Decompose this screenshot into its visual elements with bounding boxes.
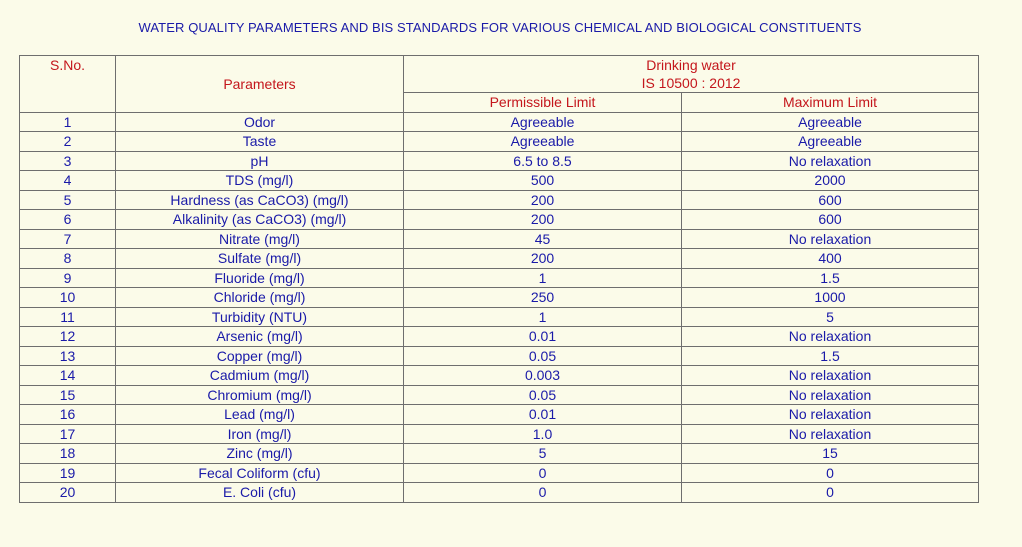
maximum-limit-header: Maximum Limit [682, 93, 979, 113]
sno-cell: 10 [20, 288, 116, 308]
maximum-limit-cell: No relaxation [682, 424, 979, 444]
maximum-limit-cell: 0 [682, 483, 979, 503]
permissible-limit-cell: Agreeable [404, 112, 682, 132]
sno-cell: 2 [20, 132, 116, 152]
table-row [20, 268, 979, 288]
parameter-cell: Zinc (mg/l) [116, 444, 404, 464]
maximum-limit-cell: 1.5 [682, 268, 979, 288]
permissible-limit-cell: 0 [404, 463, 682, 483]
sno-cell: 7 [20, 229, 116, 249]
sno-cell: 13 [20, 346, 116, 366]
permissible-limit-cell: 500 [404, 171, 682, 191]
table-row [20, 385, 979, 405]
maximum-limit-cell: 1.5 [682, 346, 979, 366]
permissible-limit-cell: 45 [404, 229, 682, 249]
parameter-cell: Lead (mg/l) [116, 405, 404, 425]
parameter-cell: Chloride (mg/l) [116, 288, 404, 308]
permissible-limit-cell: 1 [404, 307, 682, 327]
parameter-cell: Turbidity (NTU) [116, 307, 404, 327]
table-row [20, 483, 979, 503]
sno-cell: 14 [20, 366, 116, 386]
maximum-limit-cell: 400 [682, 249, 979, 269]
sno-cell: 1 [20, 112, 116, 132]
sno-cell: 18 [20, 444, 116, 464]
permissible-limit-cell: 1 [404, 268, 682, 288]
table-row [20, 327, 979, 347]
table-row [20, 132, 979, 152]
parameter-cell: Copper (mg/l) [116, 346, 404, 366]
sno-cell: 5 [20, 190, 116, 210]
permissible-limit-cell: 5 [404, 444, 682, 464]
sno-cell: 12 [20, 327, 116, 347]
maximum-limit-cell: No relaxation [682, 366, 979, 386]
permissible-limit-cell: 0.05 [404, 346, 682, 366]
permissible-limit-cell: 200 [404, 249, 682, 269]
permissible-limit-cell: 200 [404, 210, 682, 230]
maximum-limit-cell: Agreeable [682, 132, 979, 152]
parameter-cell: TDS (mg/l) [116, 171, 404, 191]
parameter-cell: Cadmium (mg/l) [116, 366, 404, 386]
sno-cell: 11 [20, 307, 116, 327]
table-row [20, 288, 979, 308]
parameter-cell: Nitrate (mg/l) [116, 229, 404, 249]
drinking-water-label: Drinking water [646, 57, 736, 73]
parameter-cell: Odor [116, 112, 404, 132]
maximum-limit-cell: No relaxation [682, 151, 979, 171]
sno-header: S.No. [20, 56, 116, 113]
maximum-limit-cell: 2000 [682, 171, 979, 191]
permissible-limit-cell: 0 [404, 483, 682, 503]
table-row [20, 307, 979, 327]
table-row [20, 151, 979, 171]
table-row [20, 210, 979, 230]
maximum-limit-cell: No relaxation [682, 405, 979, 425]
parameter-cell: Hardness (as CaCO3) (mg/l) [116, 190, 404, 210]
permissible-limit-cell: Agreeable [404, 132, 682, 152]
parameter-cell: Iron (mg/l) [116, 424, 404, 444]
permissible-limit-cell: 0.01 [404, 405, 682, 425]
sno-cell: 8 [20, 249, 116, 269]
maximum-limit-cell: 600 [682, 190, 979, 210]
maximum-limit-cell: No relaxation [682, 229, 979, 249]
table-row [20, 171, 979, 191]
sno-cell: 19 [20, 463, 116, 483]
drinking-water-header [404, 56, 979, 93]
maximum-limit-cell: No relaxation [682, 327, 979, 347]
table-row [20, 346, 979, 366]
permissible-limit-cell: 0.003 [404, 366, 682, 386]
sno-cell: 16 [20, 405, 116, 425]
parameter-cell: Arsenic (mg/l) [116, 327, 404, 347]
clipped-heading-fragment [410, 0, 530, 2]
sno-cell: 15 [20, 385, 116, 405]
table-row [20, 424, 979, 444]
permissible-limit-cell: 0.01 [404, 327, 682, 347]
parameters-header: Parameters [116, 56, 404, 113]
parameter-cell: Chromium (mg/l) [116, 385, 404, 405]
parameter-cell: Fluoride (mg/l) [116, 268, 404, 288]
table-row [20, 249, 979, 269]
table-row [20, 463, 979, 483]
maximum-limit-cell: No relaxation [682, 385, 979, 405]
sno-cell: 4 [20, 171, 116, 191]
maximum-limit-cell: 15 [682, 444, 979, 464]
table-row [20, 405, 979, 425]
sno-cell: 9 [20, 268, 116, 288]
parameter-cell: E. Coli (cfu) [116, 483, 404, 503]
maximum-limit-cell: 0 [682, 463, 979, 483]
page-title: WATER QUALITY PARAMETERS AND BIS STANDARDS FOR VARIOUS CHEMICAL AND BIOLOGICAL CONSTITUENTS [138, 20, 862, 35]
parameter-cell: Taste [116, 132, 404, 152]
sno-cell: 6 [20, 210, 116, 230]
permissible-limit-cell: 1.0 [404, 424, 682, 444]
parameter-cell: Sulfate (mg/l) [116, 249, 404, 269]
parameter-cell: Fecal Coliform (cfu) [116, 463, 404, 483]
table-row [20, 444, 979, 464]
permissible-limit-header: Permissible Limit [404, 93, 682, 113]
sno-cell: 20 [20, 483, 116, 503]
table-row [20, 366, 979, 386]
table-row [20, 112, 979, 132]
permissible-limit-cell: 0.05 [404, 385, 682, 405]
maximum-limit-cell: 600 [682, 210, 979, 230]
sno-cell: 3 [20, 151, 116, 171]
maximum-limit-cell: 1000 [682, 288, 979, 308]
standard-code-label: IS 10500 : 2012 [641, 75, 741, 91]
table-row [20, 190, 979, 210]
sno-cell: 17 [20, 424, 116, 444]
permissible-limit-cell: 250 [404, 288, 682, 308]
header-row-group [20, 56, 979, 93]
permissible-limit-cell: 200 [404, 190, 682, 210]
water-quality-table [19, 55, 979, 503]
maximum-limit-cell: Agreeable [682, 112, 979, 132]
permissible-limit-cell: 6.5 to 8.5 [404, 151, 682, 171]
table-row [20, 229, 979, 249]
parameter-cell: Alkalinity (as CaCO3) (mg/l) [116, 210, 404, 230]
parameter-cell: pH [116, 151, 404, 171]
maximum-limit-cell: 5 [682, 307, 979, 327]
